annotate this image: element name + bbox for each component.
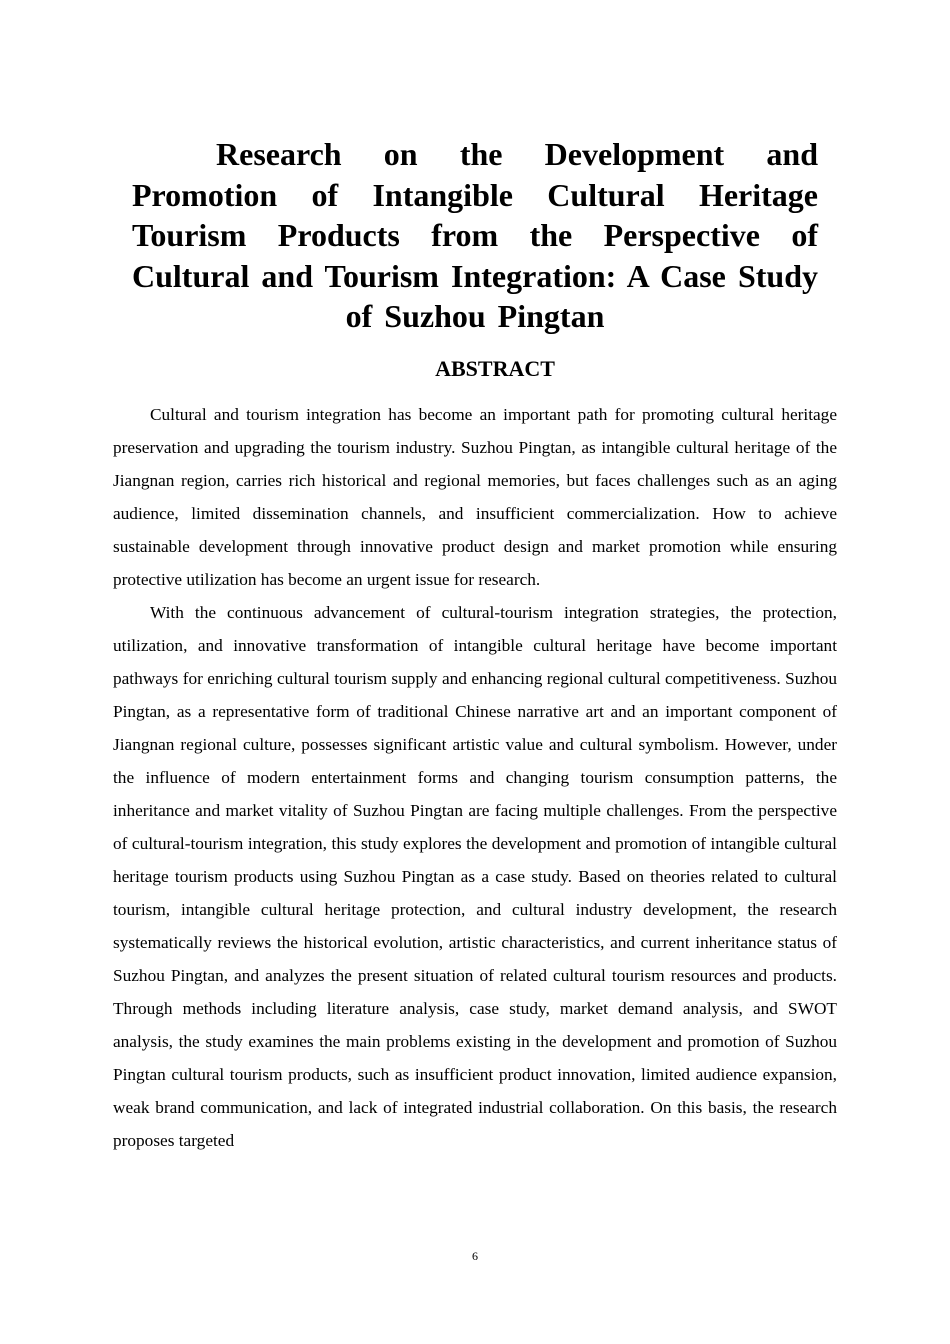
- abstract-heading: ABSTRACT: [435, 356, 555, 381]
- paper-title: Research on the Development and Promotion of Intangible Cultural Heritage Tourism Products from the Perspective of Cultural and Tourism Integration: A Case Study of Suzhou Pingtan: [132, 136, 818, 334]
- abstract-paragraph: With the continuous advancement of cultural-tourism integration strategies, the protection, utilization, and innovative transformation of intangible cultural heritage have become important pathways for enriching cultural tourism supply and enhancing regional cultural competitiveness. Suzhou Pingtan, as a representative form of traditional Chinese narrative art and an important component of Jiangnan regional culture, possesses significant artistic value and cultural symbolism. However, under the influence of modern entertainment forms and changing tourism consumption patterns, the inheritance and market vitality of Suzhou Pingtan are facing multiple challenges. From the perspective of cultural-tourism integration, this study explores the development and promotion of intangible cultural heritage tourism products using Suzhou Pingtan as a case study. Based on theories related to cultural tourism, intangible cultural heritage protection, and cultural industry development, the research systematically reviews the historical evolution, artistic characteristics, and current inheritance status of Suzhou Pingtan, and analyzes the present situation of related cultural tourism resources and products. Through methods including literature analysis, case study, market demand analysis, and SWOT analysis, the study examines the main problems existing in the development and promotion of Suzhou Pingtan cultural tourism products, such as insufficient product innovation, limited audience expansion, weak brand communication, and lack of integrated industrial collaboration. On this basis, the research proposes targeted: [113, 603, 837, 1150]
- page-number: 6: [472, 1249, 478, 1263]
- abstract-body: [113, 398, 837, 1157]
- abstract-paragraph: Cultural and tourism integration has become an important path for promoting cultural heritage preservation and upgrading the tourism industry. Suzhou Pingtan, as intangible cultural heritage of the Jiangnan region, carries rich historical and regional memories, but faces challenges such as an aging audience, limited dissemination channels, and insufficient commercialization. How to achieve sustainable development through innovative product design and market promotion while ensuring protective utilization has become an urgent issue for research.: [113, 405, 837, 589]
